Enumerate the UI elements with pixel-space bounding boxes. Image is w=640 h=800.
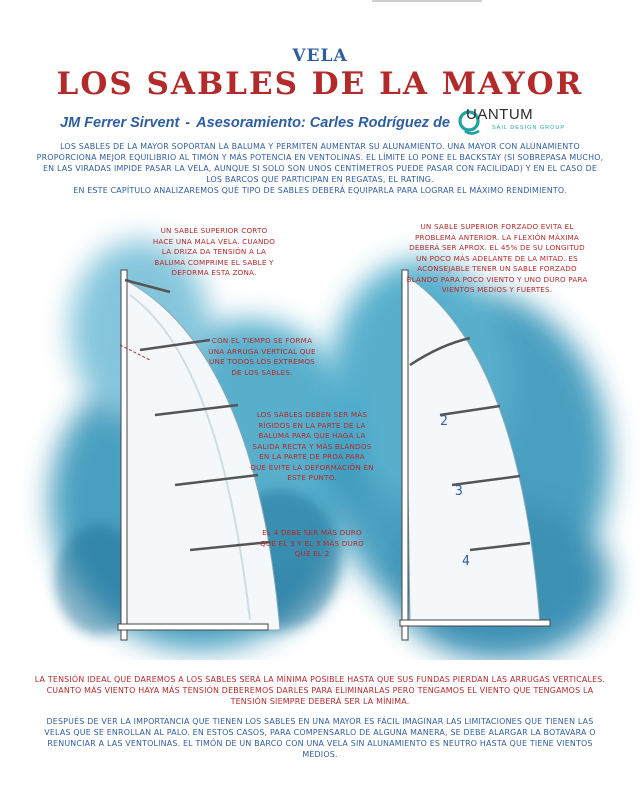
author-name: JM Ferrer Sirvent [60, 115, 180, 131]
advisor-suffix: de [429, 115, 450, 131]
top-rule [372, 0, 482, 2]
page-title: LOS SABLES DE LA MAYOR [56, 66, 584, 102]
annotation-left-top: UN SABLE SUPERIOR CORTO HACE UNA MALA VELA. CUANDO LA DRIZA DA TENSIÓN A LA BALUMA COMPRIME EL SABLE Y DEFORMA ESTA ZONA. [152, 226, 276, 277]
annotation-left-bottom: EL 4 DEBE SER MÁS DURO QUE EL 3 Y EL 3 MÁS DURO QUE EL 2 [259, 528, 364, 558]
batten-number-3: 3 [455, 484, 463, 499]
annotation-left-mid: CON EL TIEMPO SE FORMA UNA ARRUGA VERTICAL QUE UNE TODOS LOS EXTREMOS DE LOS SABLES. [208, 336, 316, 377]
byline-separator: - [181, 115, 195, 131]
intro-paragraph [34, 141, 606, 196]
intro-last-line: EN ESTE CAPÍTULO ANALIZAREMOS QUÉ TIPO DE SABLES DEBERÁ EQUIPARLA PARA LOGRAR EL MÁXIMO RENDIMIENTO. [73, 186, 567, 195]
annotation-right-top: UN SABLE SUPERIOR FORZADO EVITA EL PROBLEMA ANTERIOR. LA FLEXIÓN MÁXIMA DEBERÁ SER APROX. EL 45% DE SU LONGITUD UN POCO MÁS ADELANTE DE LA MITAD. ES ACONSEJABLE TENER UN SABLE FORZADO BLANDO PARA POCO VIENTO Y UNO DURO PARA VIENTOS MEDIOS Y FUERTES. [406, 222, 588, 294]
section-label: VELA [292, 46, 348, 66]
batten-number-2: 2 [440, 414, 448, 429]
brand-name: UANTUM [466, 106, 534, 123]
intro-text: LOS SABLES DE LA MAYOR SOPORTAN LA BALUMA Y PERMITEN AUMENTAR SU ALUNAMIENTO. UNA MAYOR CON ALUNAMIENTO PROPORCIONA MEJOR EQUILIBRIO AL TIMÓN Y MÁS POTENCIA EN VENTOLINAS. EL LÍMITE LO PONE EL BACKSTAY (SI SOBREPASA MUCHO, EN LAS VIRADAS IMPIDE PASAR LA VELA, AUNQUE SI SOLO SON UNOS CENTÍMETROS PUEDE PASAR CON FACILIDAD) Y EN EL CASO DE LOS BARCOS QUE PARTICIPAN EN REGATAS, EL RATING. [36, 142, 604, 184]
annotation-left-low: LOS SABLES DEBEN SER MÁS RÍGIDOS EN LA PARTE DE LA BALUMA PARA QUE HAGA LA SALIDA RECTA Y MÁS BLANDOS EN LA PARTE DE PROA PARA QUE EVITE LA DEFORMACIÓN EN ESTE PUNTO. [250, 410, 374, 482]
batten-number-4: 4 [462, 554, 470, 569]
footer-paragraph-limitations: DESPUÉS DE VER LA IMPORTANCIA QUE TIENEN LOS SABLES EN UNA MAYOR ES FÁCIL IMAGINAR LAS LIMITACIONES QUE TIENEN LAS VELAS QUE SE ENROLLAN AL PALO. EN ESTOS CASOS, PARA COMPENSARLO DE ALGUNA MANERA, SE DEBE ALARGAR LA BOTAVARA O RENUNCIAR A LAS VENTOLINAS. EL TIMÓN DE UN BARCO CON UNA VELA SIN ALUNAMIENTO ES NEUTRO HASTA QUE TIENE VIENTOS MEDIOS. [44, 717, 596, 759]
footer-paragraph-tension: LA TENSIÓN IDEAL QUE DAREMOS A LOS SABLES SERÁ LA MÍNIMA POSIBLE HASTA QUE SUS FUNDAS PIERDAN LAS ARRUGAS VERTICALES. CUANTO MÁS VIENTO HAYA MÁS TENSIÓN DEBEREMOS DARLES PARA ELIMINARLAS PERO TENGAMOS EL VIENTO QUE TENGAMOS LA TENSIÓN SIEMPRE DEBERÁ SER LA MÍNIMA. [34, 675, 606, 706]
byline [60, 110, 481, 134]
brand-tagline: SAIL DESIGN GROUP [492, 125, 566, 131]
advisor-label: Asesoramiento: [196, 115, 310, 131]
advisor-name: Carles Rodríguez [309, 115, 430, 131]
